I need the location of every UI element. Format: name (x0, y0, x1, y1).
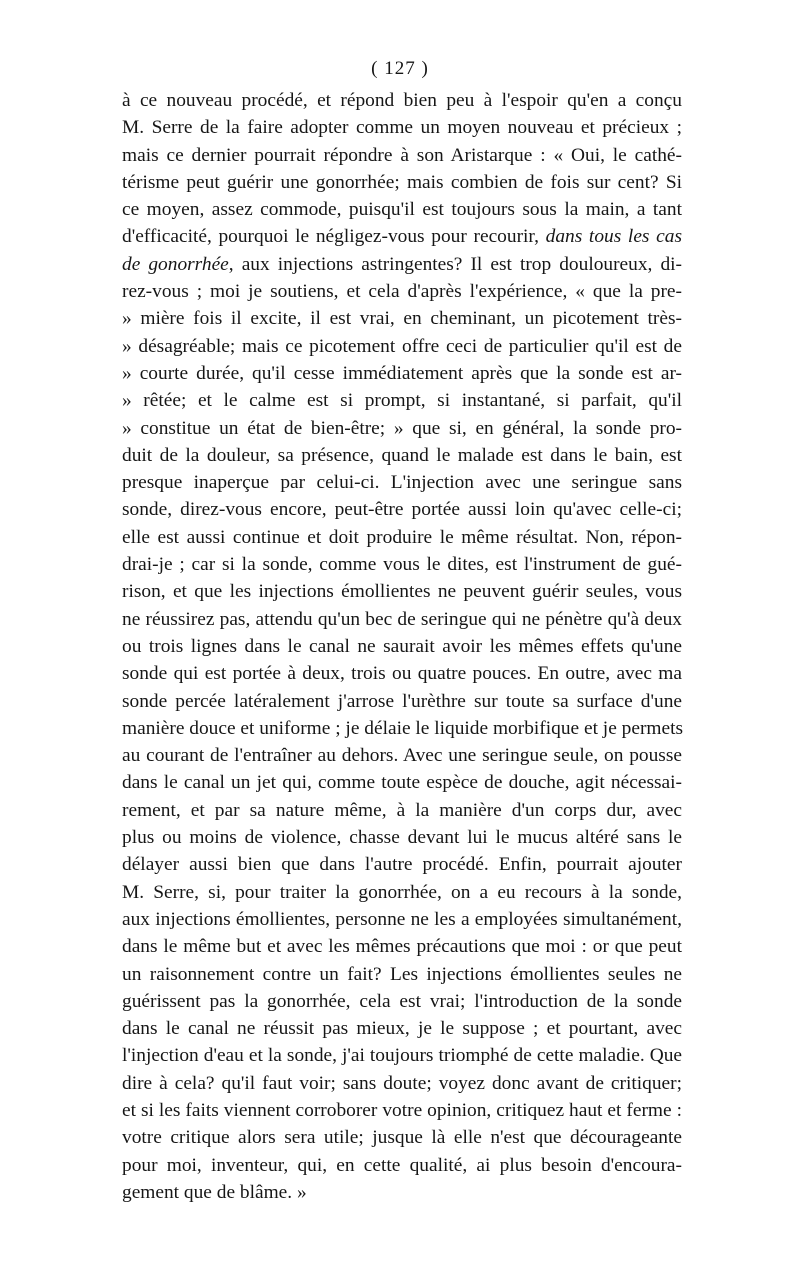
text-line-4: térisme peut guérir une gonorrhée; mais combien de fois sur cent? Si (122, 171, 682, 193)
text-line-29: délayer aussi bien que dans l'autre procédé. Enfin, pourrait ajouter (122, 854, 682, 876)
text-line-12: » rêtée; et le calme est si prompt, si instantané, si parfait, qu'il (122, 390, 682, 412)
text-line-28: plus ou moins de violence, chasse devant lui le mucus altéré sans le (122, 827, 682, 849)
text-line-3: mais ce dernier pourrait répondre à son Aristarque : « Oui, le cathé- (122, 144, 682, 166)
text-line-36: l'injection d'eau et la sonde, j'ai toujours triomphé de cette maladie. Que (122, 1045, 682, 1067)
text-line-1: à ce nouveau procédé, et répond bien peu à l'espoir qu'en a conçu (122, 90, 682, 111)
text-line-24: manière douce et uniforme ; je délaie le liquide morbifique et je permets (122, 717, 684, 739)
text-line-25: au courant de l'entraîner au dehors. Avec une seringue seule, on pousse (122, 745, 682, 767)
text-line-33: un raisonnement contre un fait? Les injections émollientes seules ne (122, 963, 682, 985)
text-line-35: dans le canal ne réussit pas mieux, je le suppose ; et pourtant, avec (122, 1018, 682, 1040)
text-line-17: elle est aussi continue et doit produire le même résultat. Non, répon- (122, 526, 682, 548)
text-line-16: sonde, direz-vous encore, peut-être portée aussi loin qu'avec celle-ci; (122, 499, 682, 521)
text-line-10: » désagréable; mais ce picotement offre ceci de particulier qu'il est de (122, 335, 682, 357)
text-line-30: M. Serre, si, pour traiter la gonorrhée, on a eu recours à la sonde, (122, 881, 682, 903)
text-line-39: votre critique alors sera utile; jusque là elle n'est que décourageante (122, 1127, 682, 1149)
text-line-32: dans le même but et avec les mêmes précautions que moi : or que peut (122, 936, 682, 958)
text-line-7: de gonorrhée, aux injections astringentes? Il est trop douloureux, di- (122, 253, 682, 275)
text-line-19: rison, et que les injections émollientes ne peuvent guérir seules, vous (122, 581, 682, 603)
text-line-6: d'efficacité, pourquoi le négligez-vous pour recourir, dans tous les cas (122, 226, 683, 248)
italic-phrase: dans tous les cas (545, 226, 683, 248)
text-line-22: sonde qui est portée à deux, trois ou quatre pouces. En outre, avec ma (122, 663, 682, 685)
text-line-41: gement que de blâme. » (122, 1181, 307, 1203)
text-line-31: aux injections émollientes, personne ne les a employées simultanément, (122, 908, 682, 930)
text-line-9: » mière fois il excite, il est vrai, en cheminant, un picotement très- (122, 308, 682, 330)
text-line-34: guérissent pas la gonorrhée, cela est vrai; l'introduction de la sonde (122, 990, 682, 1012)
text-line-13: » constitue un état de bien-être; » que si, en général, la sonde pro- (122, 417, 682, 439)
text-line-5: ce moyen, assez commode, puisqu'il est toujours sous la main, a tant (122, 199, 682, 221)
text-line-14: duit de la douleur, sa présence, quand le malade est dans le bain, est (122, 444, 682, 466)
text-line-21: ou trois lignes dans le canal ne saurait avoir les mêmes effets qu'une (122, 635, 682, 657)
text-line-26: dans le canal un jet qui, comme toute espèce de douche, agit nécessai- (122, 772, 682, 794)
page-number: ( 127 ) (371, 58, 429, 79)
text-line-37: dire à cela? qu'il faut voir; sans doute; voyez donc avant de critiquer; (122, 1072, 682, 1094)
text-line-15: presque inaperçue par celui-ci. L'injection avec une seringue sans (122, 472, 682, 494)
text-line-20: ne réussirez pas, attendu qu'un bec de seringue qui ne pénètre qu'à deux (122, 608, 682, 630)
text-line-11: » courte durée, qu'il cesse immédiatement après que la sonde est ar- (122, 362, 682, 384)
text-line-2: M. Serre de la faire adopter comme un moyen nouveau et précieux ; (122, 117, 682, 139)
text-line-23: sonde percée latéralement j'arrose l'urèthre sur toute sa surface d'une (122, 690, 682, 712)
text-line-8: rez-vous ; moi je soutiens, et cela d'après l'expérience, « que la pre- (122, 281, 682, 303)
text-line-18: drai-je ; car si la sonde, comme vous le dites, est l'instrument de gué- (122, 554, 682, 576)
text-line-38: et si les faits viennent corroborer votre opinion, critiquez haut et ferme : (122, 1099, 682, 1121)
body-text (122, 87, 682, 1206)
text-line-27: rement, et par sa nature même, à la manière d'un corps dur, avec (122, 799, 682, 821)
text-line-40: pour moi, inventeur, qui, en cette qualité, ai plus besoin d'encoura- (122, 1154, 682, 1176)
italic-phrase: de gonorrhée (122, 253, 229, 275)
